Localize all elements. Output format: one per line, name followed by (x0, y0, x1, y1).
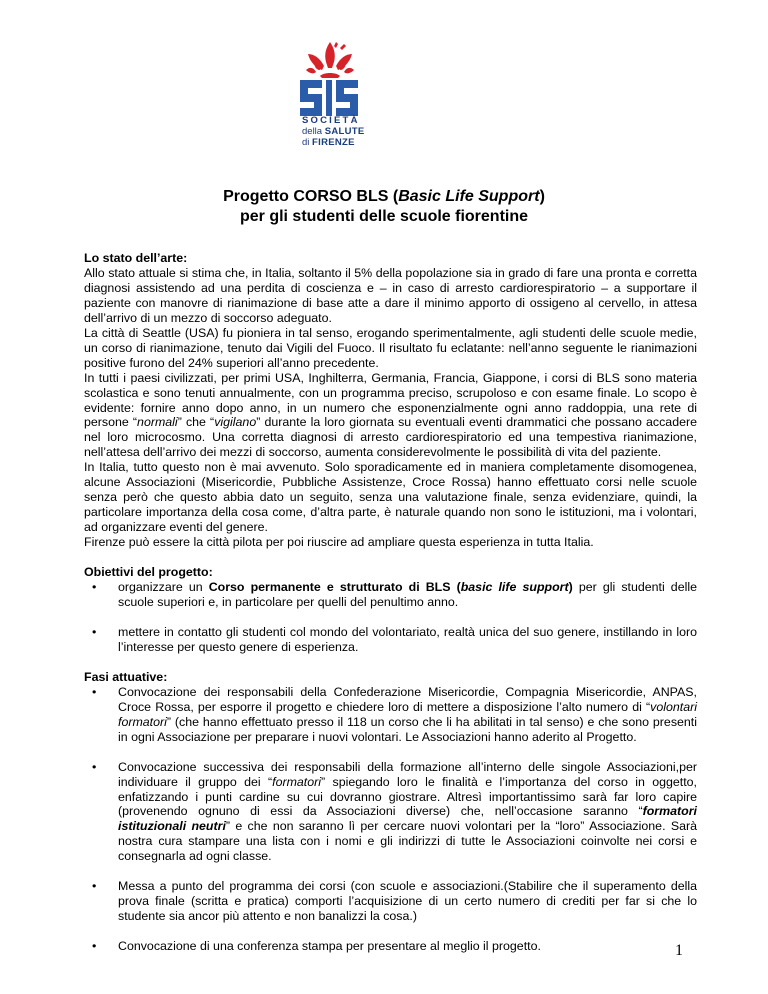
list-item: • Convocazione di una conferenza stampa per presentare al meglio il progetto. (92, 939, 541, 954)
document-body (84, 251, 697, 954)
section-heading-stato: Lo stato dell’arte: (84, 251, 188, 265)
section-heading-obiettivi: Obiettivi del progetto: (84, 565, 213, 580)
logo-line-firenze: di FIRENZE (302, 137, 355, 148)
section-heading-fasi: Fasi attuative: (84, 669, 168, 684)
list-item: • Convocazione dei responsabili della Confederazione Misericordie, Compagnia Misericordie, ANPAS, Croce Rossa, per esporre il progetto e chiedere loro di mettere a disposizione l’alto numero di “volontari formatori” (che hanno effettuato presso il 118 un corso che li ha abilitati in tal senso) e che sono presenti in ogni Associazione per preparare i nuovi volontari. Le Associazioni hanno aderito al Progetto. (92, 684, 697, 744)
bullet-icon: • (92, 684, 97, 699)
page-number: 1 (675, 942, 683, 959)
list-item: • organizzare un Corso permanente e strutturato di BLS (basic life support) per gli studenti delle scuole superiori e, in particolare per quelli del penultimo anno. (92, 580, 697, 609)
bullet-icon: • (92, 759, 97, 774)
paragraph: In Italia, tutto questo non è mai avvenuto. Solo sporadicamente ed in maniera completamente disomogenea, alcune Associazioni (Misericordie, Pubbliche Assistenze, Croce Rossa) hanno effettuato corsi nelle scuole senza però che questo abbia dato un seguito, senza una valutazione finale, senza evidenziare, quindi, la particolare importanza della cosa come, d’altra parte, è naturale quando non sono le istituzioni, ma i volontari, ad organizzare eventi del genere. (84, 460, 697, 535)
bullet-icon: • (92, 580, 97, 595)
logo-wordmark (302, 115, 365, 148)
paragraph: Allo stato attuale si stima che, in Italia, soltanto il 5% della popolazione sia in grado di fare una pronta e corretta diagnosi assistendo ad una perdita di coscienza e – in caso di arresto cardiorespiratorio – a supportare il paziente con manovre di rianimazione di base atte a dare il minimo apporto di ossigeno al cervello, in attesa dell’arrivo di un mezzo di soccorso adeguato. (84, 265, 697, 325)
paragraph: In tutti i paesi civilizzati, per primi USA, Inghilterra, Germania, Francia, Giappone, i corsi di BLS sono materia scolastica e sono tenuti annualmente, con un programma preciso, scrupoloso e con esame finale. Lo scopo è evidente: fornire anno dopo anno, in un numero che esponenzialmente ogni anno raddoppia, una rete di persone “normali” che “vigilano” durante la loro giornata su eventuali eventi drammatici che possano accadere nel loro microcosmo. Una corretta diagnosi di arresto cardiorespiratorio ed una tempestiva rianimazione, nell’attesa dell’arrivo dei mezzi di soccorso, aumenta considerevolmente le possibilità di vita del paziente. (84, 370, 697, 460)
list-item: • mettere in contatto gli studenti col mondo del volontariato, realtà unica del suo genere, instillando in loro l’interesse per questo genere di esperienza. (92, 624, 697, 654)
document-subtitle: per gli studenti delle scuole fiorentine (239, 208, 529, 225)
paragraph: Firenze può essere la città pilota per poi riuscire ad ampliare questa esperienza in tutta Italia. (84, 535, 594, 550)
florence-lily-icon (300, 40, 380, 120)
obiettivi-list (84, 580, 697, 655)
fasi-list (84, 685, 697, 954)
logo-line-societa: SOCIETÀ (302, 115, 360, 126)
document-title: Progetto CORSO BLS (Basic Life Support) (223, 188, 545, 205)
bullet-icon: • (92, 879, 97, 894)
bullet-icon: • (92, 624, 97, 639)
list-item: • Convocazione successiva dei responsabili della formazione all’interno delle singole Associazioni,per individuare il gruppo dei “formatori” spiegando loro le finalità e l’importanza del corso in oggetto, enfatizzando i punti cardine su cui dovranno giostrare. Altresì importantissimo sarà far loro capire (provenendo ognuno di essi da Associazioni diverse) che, nell’occasione saranno “formatori istituzionali neutri” e che non saranno lì per cercare nuovi volontari per la “loro” Associazione. Sarà nostra cura stampare una lista con i nomi e gli indirizzi di tutte le Associazioni coinvolte nei corsi e consegnarla ad ogni classe. (92, 759, 698, 864)
logo-line-salute: della SALUTE (302, 126, 365, 137)
paragraph: La città di Seattle (USA) fu pioniera in tal senso, erogando sperimentalmente, agli studenti delle scuole medie, un corso di rianimazione, tenuto dai Vigili del Fuoco. Il risultato fu eclatante: nell’anno seguente le rianimazioni positive furono del 24% superiori all’anno precedente. (84, 325, 697, 370)
bullet-icon: • (92, 939, 97, 954)
list-item: • Messa a punto del programma dei corsi (con scuole e associazioni.(Stabilire che il superamento della prova finale (scritta e pratica) comporti l’acquisizione di un certo numero di crediti per far si che lo studente sia ancor più attento e non banalizzi la cosa.) (92, 879, 697, 924)
